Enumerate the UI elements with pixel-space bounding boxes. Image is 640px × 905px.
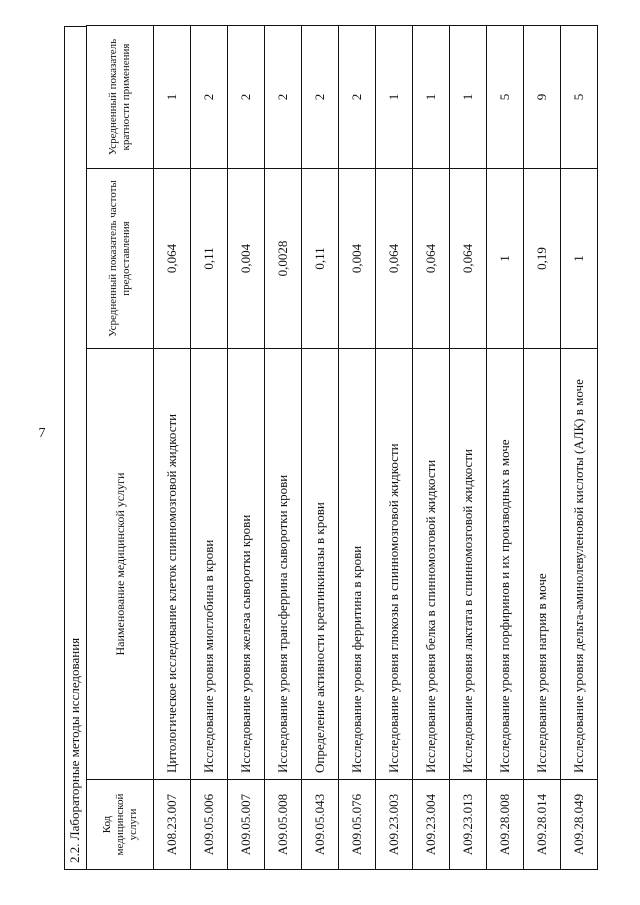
multiplicity-cell: 1 bbox=[413, 26, 450, 169]
service-name-cell: Цитологическое исследование клеток спинномозговой жидкости bbox=[154, 349, 191, 780]
multiplicity-cell: 2 bbox=[191, 26, 228, 169]
service-code-cell: A09.23.003 bbox=[376, 780, 413, 870]
multiplicity-cell: 2 bbox=[339, 26, 376, 169]
multiplicity-cell: 1 bbox=[154, 26, 191, 169]
frequency-cell: 0,004 bbox=[339, 169, 376, 349]
service-name-cell: Исследование уровня ферритина в крови bbox=[339, 349, 376, 780]
service-name-cell: Исследование уровня глюкозы в спинномозговой жидкости bbox=[376, 349, 413, 780]
column-header-frequency: Усредненный показатель частоты предоставления bbox=[87, 169, 154, 349]
service-name-cell: Исследование уровня железа сыворотки крови bbox=[228, 349, 265, 780]
service-code-cell: A08.23.007 bbox=[154, 780, 191, 870]
table-row bbox=[339, 26, 376, 870]
frequency-cell: 0,11 bbox=[302, 169, 339, 349]
service-code-cell: A09.05.008 bbox=[265, 780, 302, 870]
table-body bbox=[154, 26, 598, 870]
table-header-row bbox=[87, 26, 154, 870]
multiplicity-cell: 5 bbox=[487, 26, 524, 169]
table-row bbox=[191, 26, 228, 870]
table-row bbox=[561, 26, 598, 870]
multiplicity-cell: 9 bbox=[524, 26, 561, 169]
frequency-cell: 0,19 bbox=[524, 169, 561, 349]
service-name-cell: Исследование уровня дельта-аминолевуленовой кислоты (АЛК) в моче bbox=[561, 349, 598, 780]
table-row bbox=[265, 26, 302, 870]
frequency-cell: 0,064 bbox=[413, 169, 450, 349]
multiplicity-cell: 2 bbox=[265, 26, 302, 169]
service-code-cell: A09.23.013 bbox=[450, 780, 487, 870]
table-row bbox=[413, 26, 450, 870]
frequency-cell: 0,0028 bbox=[265, 169, 302, 349]
frequency-cell: 1 bbox=[561, 169, 598, 349]
service-name-cell: Исследование уровня трансферрина сыворотки крови bbox=[265, 349, 302, 780]
service-name-cell: Исследование уровня натрия в моче bbox=[524, 349, 561, 780]
frequency-cell: 0,11 bbox=[191, 169, 228, 349]
table-row bbox=[302, 26, 339, 870]
column-header-multiplicity: Усредненный показатель кратности применения bbox=[87, 26, 154, 169]
table-row bbox=[524, 26, 561, 870]
service-code-cell: A09.05.076 bbox=[339, 780, 376, 870]
column-header-code: Код медицинской услуги bbox=[87, 780, 154, 870]
table-row bbox=[487, 26, 524, 870]
service-name-cell: Определение активности креатинкиназы в крови bbox=[302, 349, 339, 780]
frequency-cell: 0,004 bbox=[228, 169, 265, 349]
page-number: 7 bbox=[38, 426, 46, 441]
column-header-name: Наименование медицинской услуги bbox=[87, 349, 154, 780]
service-code-cell: A09.05.007 bbox=[228, 780, 265, 870]
multiplicity-cell: 5 bbox=[561, 26, 598, 169]
service-name-cell: Исследование уровня лактата в спинномозговой жидкости bbox=[450, 349, 487, 780]
service-name-cell: Исследование уровня миоглобина в крови bbox=[191, 349, 228, 780]
service-name-cell: Исследование уровня порфиринов и их производных в моче bbox=[487, 349, 524, 780]
table-row bbox=[154, 26, 191, 870]
service-code-cell: A09.23.004 bbox=[413, 780, 450, 870]
service-code-cell: A09.05.006 bbox=[191, 780, 228, 870]
service-code-cell: A09.28.049 bbox=[561, 780, 598, 870]
multiplicity-cell: 2 bbox=[302, 26, 339, 169]
service-code-cell: A09.28.008 bbox=[487, 780, 524, 870]
multiplicity-cell: 2 bbox=[228, 26, 265, 169]
multiplicity-cell: 1 bbox=[376, 26, 413, 169]
frequency-cell: 0,064 bbox=[450, 169, 487, 349]
frequency-cell: 1 bbox=[487, 169, 524, 349]
table-row bbox=[450, 26, 487, 870]
frequency-cell: 0,064 bbox=[154, 169, 191, 349]
table-row bbox=[376, 26, 413, 870]
service-code-cell: A09.05.043 bbox=[302, 780, 339, 870]
services-table bbox=[86, 25, 598, 870]
table-row bbox=[228, 26, 265, 870]
frequency-cell: 0,064 bbox=[376, 169, 413, 349]
multiplicity-cell: 1 bbox=[450, 26, 487, 169]
service-code-cell: A09.28.014 bbox=[524, 780, 561, 870]
service-name-cell: Исследование уровня белка в спинномозговой жидкости bbox=[413, 349, 450, 780]
rotated-table-region bbox=[64, 26, 598, 870]
section-title: 2.2. Лабораторные методы исследования bbox=[64, 26, 86, 870]
